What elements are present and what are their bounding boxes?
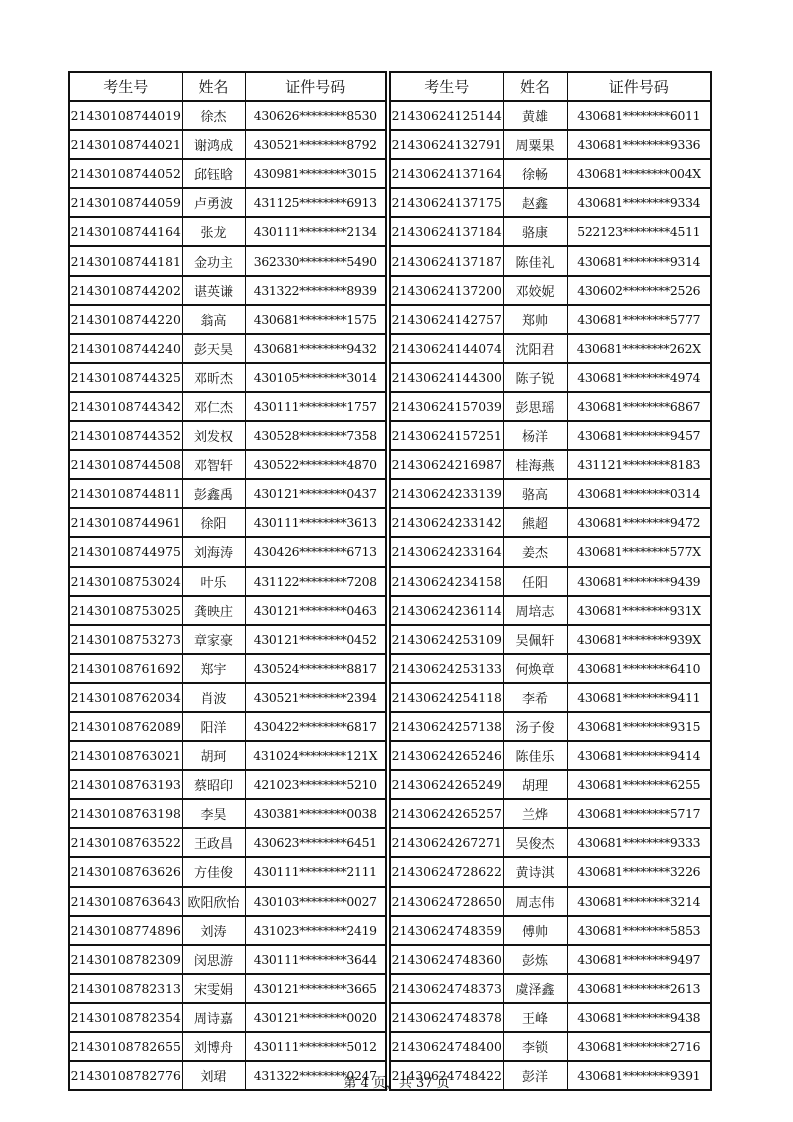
id-number-cell: 431121********8183	[567, 450, 711, 479]
name-cell: 徐杰	[182, 101, 245, 130]
table-row	[390, 246, 711, 275]
id-number-cell: 430681********5853	[567, 916, 711, 945]
id-number-cell: 430528********7358	[245, 421, 386, 450]
exam-number-cell: 21430624137164	[390, 159, 503, 188]
exam-number-cell: 21430108744240	[69, 334, 182, 363]
exam-number-cell: 21430108763021	[69, 741, 182, 770]
name-cell: 邓仁杰	[182, 392, 245, 421]
exam-number-cell: 21430624125144	[390, 101, 503, 130]
name-cell: 邓昕杰	[182, 363, 245, 392]
exam-number-cell: 21430108744164	[69, 217, 182, 246]
exam-number-cell: 21430624253109	[390, 625, 503, 654]
id-number-cell: 430681********9457	[567, 421, 711, 450]
table-row	[69, 363, 386, 392]
table-row	[390, 334, 711, 363]
table-row	[390, 159, 711, 188]
name-cell: 张龙	[182, 217, 245, 246]
id-number-cell: 430681********9432	[245, 334, 386, 363]
id-number-cell: 430681********4974	[567, 363, 711, 392]
name-cell: 杨洋	[503, 421, 567, 450]
name-cell: 李昊	[182, 799, 245, 828]
exam-number-cell: 21430108762089	[69, 712, 182, 741]
id-number-cell: 430426********6713	[245, 537, 386, 566]
table-row	[69, 799, 386, 828]
table-row	[390, 392, 711, 421]
name-cell: 刘涛	[182, 916, 245, 945]
exam-number-cell: 21430624748422	[390, 1061, 503, 1090]
exam-number-cell: 21430624257138	[390, 712, 503, 741]
exam-number-cell: 21430108782655	[69, 1032, 182, 1061]
name-cell: 肖波	[182, 683, 245, 712]
exam-number-cell: 21430108774896	[69, 916, 182, 945]
exam-number-cell: 21430108744508	[69, 450, 182, 479]
table-row	[390, 945, 711, 974]
exam-number-cell: 21430108744961	[69, 508, 182, 537]
exam-number-cell: 21430624157251	[390, 421, 503, 450]
name-cell: 翁高	[182, 305, 245, 334]
id-number-cell: 431024********121X	[245, 741, 386, 770]
exam-number-cell: 21430108782776	[69, 1061, 182, 1090]
table-row	[69, 479, 386, 508]
exam-number-cell: 21430624728650	[390, 887, 503, 916]
table-row	[69, 276, 386, 305]
name-cell: 李锁	[503, 1032, 567, 1061]
name-cell: 龚映庄	[182, 596, 245, 625]
id-number-cell: 430681********9497	[567, 945, 711, 974]
name-cell: 叶乐	[182, 567, 245, 596]
exam-number-cell: 21430108744342	[69, 392, 182, 421]
exam-number-cell: 21430108763198	[69, 799, 182, 828]
header-id-number: 证件号码	[245, 72, 386, 101]
table-row	[390, 1003, 711, 1032]
name-cell: 李希	[503, 683, 567, 712]
id-number-cell: 430681********577X	[567, 537, 711, 566]
exam-number-cell: 21430108763193	[69, 770, 182, 799]
name-cell: 徐阳	[182, 508, 245, 537]
table-row	[69, 596, 386, 625]
exam-number-cell: 21430624142757	[390, 305, 503, 334]
table-row	[390, 683, 711, 712]
name-cell: 闵思游	[182, 945, 245, 974]
id-number-cell: 421023********5210	[245, 770, 386, 799]
table-row	[390, 479, 711, 508]
table-row	[69, 101, 386, 130]
id-number-cell: 430105********3014	[245, 363, 386, 392]
table-row	[69, 1003, 386, 1032]
header-exam-number: 考生号	[390, 72, 503, 101]
name-cell: 陈子锐	[503, 363, 567, 392]
table-row	[390, 828, 711, 857]
id-number-cell: 430681********9336	[567, 130, 711, 159]
name-cell: 徐畅	[503, 159, 567, 188]
id-number-cell: 430111********2134	[245, 217, 386, 246]
name-cell: 傅帅	[503, 916, 567, 945]
table-row	[69, 945, 386, 974]
table-row	[69, 567, 386, 596]
name-cell: 黄雄	[503, 101, 567, 130]
id-number-cell: 522123********4511	[567, 217, 711, 246]
id-number-cell: 431322********8939	[245, 276, 386, 305]
id-number-cell: 430681********939X	[567, 625, 711, 654]
name-cell: 熊超	[503, 508, 567, 537]
table-row	[69, 392, 386, 421]
id-number-cell: 430681********931X	[567, 596, 711, 625]
id-number-cell: 430681********5717	[567, 799, 711, 828]
roster-tables	[68, 71, 710, 1091]
exam-number-cell: 21430108744811	[69, 479, 182, 508]
name-cell: 汤子俊	[503, 712, 567, 741]
id-number-cell: 430111********2111	[245, 857, 386, 886]
table-row	[390, 974, 711, 1003]
table-row	[69, 857, 386, 886]
name-cell: 吴俊杰	[503, 828, 567, 857]
name-cell: 陈佳礼	[503, 246, 567, 275]
name-cell: 黄诗淇	[503, 857, 567, 886]
id-number-cell: 430681********9411	[567, 683, 711, 712]
id-number-cell: 430681********3214	[567, 887, 711, 916]
table-row	[390, 799, 711, 828]
left-table-body	[69, 101, 386, 1090]
exam-number-cell: 21430624137184	[390, 217, 503, 246]
exam-number-cell: 21430108763643	[69, 887, 182, 916]
name-cell: 胡理	[503, 770, 567, 799]
table-row	[69, 887, 386, 916]
name-cell: 邓智轩	[182, 450, 245, 479]
id-number-cell: 431322********0247	[245, 1061, 386, 1090]
name-cell: 虞泽鑫	[503, 974, 567, 1003]
id-number-cell: 430681********004X	[567, 159, 711, 188]
exam-number-cell: 21430624132791	[390, 130, 503, 159]
name-cell: 卢勇波	[182, 188, 245, 217]
exam-number-cell: 21430108782313	[69, 974, 182, 1003]
exam-number-cell: 21430108782309	[69, 945, 182, 974]
id-number-cell: 431122********7208	[245, 567, 386, 596]
name-cell: 吴佩轩	[503, 625, 567, 654]
name-cell: 欧阳欣怡	[182, 887, 245, 916]
table-row	[390, 625, 711, 654]
table-row	[69, 828, 386, 857]
header-id-number: 证件号码	[567, 72, 711, 101]
name-cell: 章家豪	[182, 625, 245, 654]
exam-number-cell: 21430108753025	[69, 596, 182, 625]
exam-number-cell: 21430624157039	[390, 392, 503, 421]
id-number-cell: 430681********9439	[567, 567, 711, 596]
id-number-cell: 430524********8817	[245, 654, 386, 683]
exam-number-cell: 21430108744325	[69, 363, 182, 392]
exam-number-cell: 21430624265257	[390, 799, 503, 828]
name-cell: 刘海涛	[182, 537, 245, 566]
id-number-cell: 430111********5012	[245, 1032, 386, 1061]
name-cell: 何焕章	[503, 654, 567, 683]
exam-number-cell: 21430108744975	[69, 537, 182, 566]
name-cell: 阳洋	[182, 712, 245, 741]
name-cell: 邱钰晗	[182, 159, 245, 188]
id-number-cell: 430681********2613	[567, 974, 711, 1003]
exam-number-cell: 21430108744019	[69, 101, 182, 130]
id-number-cell: 430681********9315	[567, 712, 711, 741]
name-cell: 刘珺	[182, 1061, 245, 1090]
exam-number-cell: 21430624748359	[390, 916, 503, 945]
id-number-cell: 430111********3644	[245, 945, 386, 974]
table-row	[390, 188, 711, 217]
table-row	[69, 159, 386, 188]
name-cell: 桂海燕	[503, 450, 567, 479]
id-number-cell: 430681********6867	[567, 392, 711, 421]
table-row	[390, 305, 711, 334]
id-number-cell: 430422********6817	[245, 712, 386, 741]
name-cell: 骆高	[503, 479, 567, 508]
table-row	[390, 537, 711, 566]
table-row	[390, 887, 711, 916]
exam-number-cell: 21430624748360	[390, 945, 503, 974]
table-row	[390, 276, 711, 305]
name-cell: 兰烨	[503, 799, 567, 828]
exam-number-cell: 21430624233164	[390, 537, 503, 566]
table-row	[390, 450, 711, 479]
id-number-cell: 430381********0038	[245, 799, 386, 828]
id-number-cell: 430681********5777	[567, 305, 711, 334]
name-cell: 方佳俊	[182, 857, 245, 886]
table-row	[390, 654, 711, 683]
table-row	[69, 654, 386, 683]
roster-table-right	[389, 71, 712, 1091]
table-row	[69, 508, 386, 537]
table-row	[69, 625, 386, 654]
exam-number-cell: 21430108763626	[69, 857, 182, 886]
id-number-cell: 430626********8530	[245, 101, 386, 130]
page-footer: 第 4 页，共 37 页	[343, 1076, 450, 1091]
name-cell: 彭炼	[503, 945, 567, 974]
name-cell: 蔡昭印	[182, 770, 245, 799]
id-number-cell: 430521********8792	[245, 130, 386, 159]
table-row	[390, 1032, 711, 1061]
id-number-cell: 430121********3665	[245, 974, 386, 1003]
id-number-cell: 430121********0437	[245, 479, 386, 508]
table-row	[69, 770, 386, 799]
id-number-cell: 430681********1575	[245, 305, 386, 334]
id-number-cell: 430602********2526	[567, 276, 711, 305]
id-number-cell: 430681********262X	[567, 334, 711, 363]
exam-number-cell: 21430624233142	[390, 508, 503, 537]
table-row	[390, 217, 711, 246]
name-cell: 刘博舟	[182, 1032, 245, 1061]
table-row	[390, 567, 711, 596]
exam-number-cell: 21430108782354	[69, 1003, 182, 1032]
id-number-cell: 430681********9333	[567, 828, 711, 857]
exam-number-cell: 21430108744052	[69, 159, 182, 188]
exam-number-cell: 21430624236114	[390, 596, 503, 625]
exam-number-cell: 21430108761692	[69, 654, 182, 683]
table-row	[390, 508, 711, 537]
id-number-cell: 430121********0020	[245, 1003, 386, 1032]
id-number-cell: 430681********9391	[567, 1061, 711, 1090]
id-number-cell: 362330********5490	[245, 246, 386, 275]
name-cell: 赵鑫	[503, 188, 567, 217]
exam-number-cell: 21430624216987	[390, 450, 503, 479]
exam-number-cell: 21430108744220	[69, 305, 182, 334]
table-row	[69, 246, 386, 275]
id-number-cell: 430121********0452	[245, 625, 386, 654]
exam-number-cell: 21430624253133	[390, 654, 503, 683]
id-number-cell: 431125********6913	[245, 188, 386, 217]
table-row	[390, 741, 711, 770]
id-number-cell: 431023********2419	[245, 916, 386, 945]
header-exam-number: 考生号	[69, 72, 182, 101]
name-cell: 周志伟	[503, 887, 567, 916]
name-cell: 沈阳君	[503, 334, 567, 363]
id-number-cell: 430623********6451	[245, 828, 386, 857]
table-row	[69, 537, 386, 566]
name-cell: 刘发权	[182, 421, 245, 450]
id-number-cell: 430681********2716	[567, 1032, 711, 1061]
table-row	[69, 450, 386, 479]
id-number-cell: 430681********9438	[567, 1003, 711, 1032]
roster-table-left	[68, 71, 387, 1091]
name-cell: 金功主	[182, 246, 245, 275]
exam-number-cell: 21430108753273	[69, 625, 182, 654]
table-row	[390, 596, 711, 625]
table-row	[390, 130, 711, 159]
table-row	[390, 363, 711, 392]
table-row	[69, 741, 386, 770]
exam-number-cell: 21430624233139	[390, 479, 503, 508]
exam-number-cell: 21430624234158	[390, 567, 503, 596]
table-row	[69, 188, 386, 217]
exam-number-cell: 21430108744181	[69, 246, 182, 275]
name-cell: 彭思瑶	[503, 392, 567, 421]
id-number-cell: 430522********4870	[245, 450, 386, 479]
exam-number-cell: 21430624254118	[390, 683, 503, 712]
table-row	[390, 421, 711, 450]
name-cell: 郑帅	[503, 305, 567, 334]
id-number-cell: 430681********9414	[567, 741, 711, 770]
exam-number-cell: 21430624748400	[390, 1032, 503, 1061]
id-number-cell: 430681********6410	[567, 654, 711, 683]
header-name: 姓名	[503, 72, 567, 101]
table-row	[69, 334, 386, 363]
table-row	[69, 130, 386, 159]
exam-number-cell: 21430624265249	[390, 770, 503, 799]
table-row	[69, 683, 386, 712]
name-cell: 彭鑫禹	[182, 479, 245, 508]
exam-number-cell: 21430108763522	[69, 828, 182, 857]
table-row	[69, 421, 386, 450]
name-cell: 骆康	[503, 217, 567, 246]
name-cell: 胡珂	[182, 741, 245, 770]
name-cell: 邓姣妮	[503, 276, 567, 305]
name-cell: 陈佳乐	[503, 741, 567, 770]
right-table-body	[390, 101, 711, 1090]
name-cell: 彭天昊	[182, 334, 245, 363]
name-cell: 任阳	[503, 567, 567, 596]
table-row	[69, 1032, 386, 1061]
exam-number-cell: 21430624265246	[390, 741, 503, 770]
name-cell: 郑宇	[182, 654, 245, 683]
id-number-cell: 430121********0463	[245, 596, 386, 625]
exam-number-cell: 21430108744021	[69, 130, 182, 159]
table-row	[390, 712, 711, 741]
header-name: 姓名	[182, 72, 245, 101]
name-cell: 周诗嘉	[182, 1003, 245, 1032]
id-number-cell: 430103********0027	[245, 887, 386, 916]
id-number-cell: 430981********3015	[245, 159, 386, 188]
id-number-cell: 430521********2394	[245, 683, 386, 712]
id-number-cell: 430681********6011	[567, 101, 711, 130]
id-number-cell: 430681********0314	[567, 479, 711, 508]
table-row	[390, 916, 711, 945]
exam-number-cell: 21430108744352	[69, 421, 182, 450]
name-cell: 彭洋	[503, 1061, 567, 1090]
exam-number-cell: 21430624144074	[390, 334, 503, 363]
id-number-cell: 430111********1757	[245, 392, 386, 421]
table-row	[69, 916, 386, 945]
id-number-cell: 430681********3226	[567, 857, 711, 886]
name-cell: 姜杰	[503, 537, 567, 566]
name-cell: 周粟果	[503, 130, 567, 159]
exam-number-cell: 21430108762034	[69, 683, 182, 712]
exam-number-cell: 21430108744202	[69, 276, 182, 305]
name-cell: 王峰	[503, 1003, 567, 1032]
table-row	[390, 857, 711, 886]
exam-number-cell: 21430624137187	[390, 246, 503, 275]
exam-number-cell: 21430624748373	[390, 974, 503, 1003]
name-cell: 谌英谦	[182, 276, 245, 305]
table-row	[390, 770, 711, 799]
exam-number-cell: 21430624728622	[390, 857, 503, 886]
exam-number-cell: 21430624267271	[390, 828, 503, 857]
id-number-cell: 430111********3613	[245, 508, 386, 537]
id-number-cell: 430681********9472	[567, 508, 711, 537]
id-number-cell: 430681********9334	[567, 188, 711, 217]
exam-number-cell: 21430108744059	[69, 188, 182, 217]
exam-number-cell: 21430624137175	[390, 188, 503, 217]
table-row	[390, 101, 711, 130]
exam-number-cell: 21430624144300	[390, 363, 503, 392]
exam-number-cell: 21430624748378	[390, 1003, 503, 1032]
name-cell: 宋雯娟	[182, 974, 245, 1003]
name-cell: 王政昌	[182, 828, 245, 857]
name-cell: 周培志	[503, 596, 567, 625]
id-number-cell: 430681********9314	[567, 246, 711, 275]
table-row	[69, 974, 386, 1003]
header-row	[390, 72, 711, 101]
table-row	[69, 712, 386, 741]
header-row	[69, 72, 386, 101]
table-row	[69, 217, 386, 246]
exam-number-cell: 21430108753024	[69, 567, 182, 596]
name-cell: 谢鸿成	[182, 130, 245, 159]
id-number-cell: 430681********6255	[567, 770, 711, 799]
table-row	[69, 305, 386, 334]
exam-number-cell: 21430624137200	[390, 276, 503, 305]
